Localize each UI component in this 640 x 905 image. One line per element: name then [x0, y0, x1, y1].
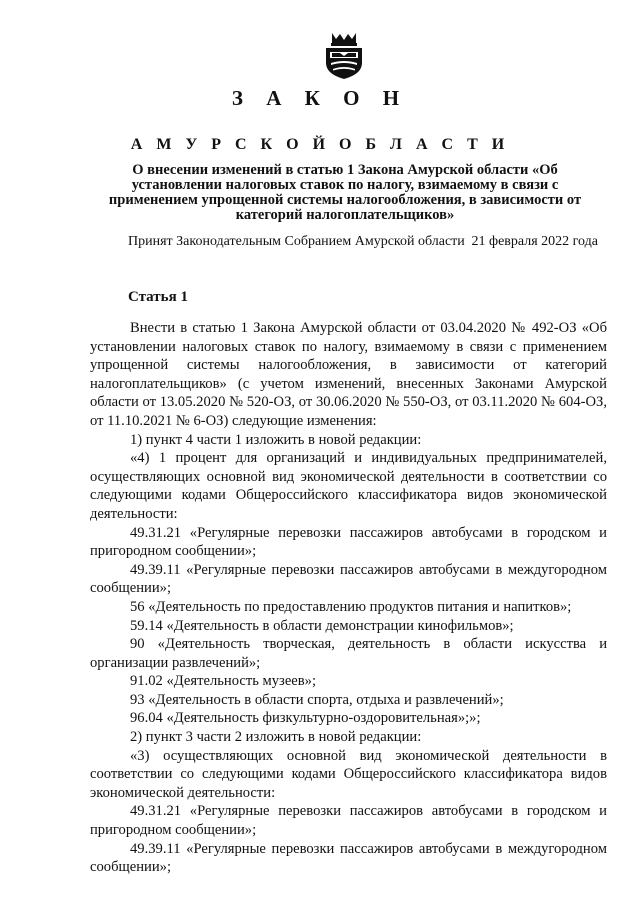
paragraph: 91.02 «Деятельность музеев»;: [130, 673, 317, 690]
paragraph: 49.31.21 «Регулярные перевозки пассажиров автобусами в городском и пригородном сообщении»;: [90, 524, 607, 560]
law-heading: О внесении изменений в статью 1 Закона Амурской области «Об установлении налоговых ставок по налогу, взимаемому в связи с применением упрощенной системы налогообложения, в зависимости от категорий налогоплательщиков»: [108, 162, 582, 223]
paragraph: 49.39.11 «Регулярные перевозки пассажиров автобусами в междугородном сообщении»;: [90, 561, 607, 597]
paragraph: «3) осуществляющих основной вид экономической деятельности в соответствии со следующими кодами Общероссийского классификатора видов экономической деятельности:: [90, 747, 607, 801]
paragraph: 49.39.11 «Регулярные перевозки пассажиров автобусами в междугородном сообщении»;: [90, 840, 607, 876]
paragraph: 56 «Деятельность по предоставлению продуктов питания и напитков»;: [130, 598, 572, 615]
adopted-by-text: Принят Законодательным Собранием Амурской области: [128, 234, 465, 249]
article-title: Статья 1: [128, 289, 188, 305]
amur-region-coat-of-arms-icon: [322, 30, 366, 80]
paragraph: 96.04 «Деятельность физкультурно-оздоровительная»;»;: [130, 710, 481, 727]
paragraph: 2) пункт 3 части 2 изложить в новой редакции:: [130, 729, 422, 746]
article-body: [90, 319, 607, 877]
region-title: А М У Р С К О Й О Б Л А С Т И: [130, 136, 510, 153]
paragraph: 90 «Деятельность творческая, деятельность в области искусства и организации развлечений»;: [90, 636, 607, 671]
paragraph: 49.31.21 «Регулярные перевозки пассажиров автобусами в городском и пригородном сообщении»;: [90, 803, 607, 839]
paragraph: 93 «Деятельность в области спорта, отдыха и развлечений»;: [130, 691, 504, 708]
adoption-line: [128, 234, 598, 250]
paragraph: «4) 1 процент для организаций и индивидуальных предпринимателей, осуществляющих основной вид экономической деятельности в соответствии со следующими кодами Общероссийского классификатора видов экономической деятельности:: [90, 450, 607, 522]
paragraph: 1) пункт 4 части 1 изложить в новой редакции:: [130, 431, 422, 448]
law-type-title: З А К О Н: [231, 86, 409, 110]
adopted-date: 21 февраля 2022 года: [471, 234, 598, 249]
paragraph: Внести в статью 1 Закона Амурской области от 03.04.2020 № 492-ОЗ «Об установлении налоговых ставок по налогу, взимаемому в связи с применением упрощенной системы налогообложения, в зависимости от категорий налогоплательщиков» (с учетом изменений, внесенных Законами Амурской области от 13.05.2020 № 520-ОЗ, от 30.06.2020 № 550-ОЗ, от 03.11.2020 № 604-ОЗ, от 11.10.2021 № 6-ОЗ) следующие изменения:: [90, 320, 607, 429]
paragraph: 59.14 «Деятельность в области демонстрации кинофильмов»;: [130, 617, 514, 634]
